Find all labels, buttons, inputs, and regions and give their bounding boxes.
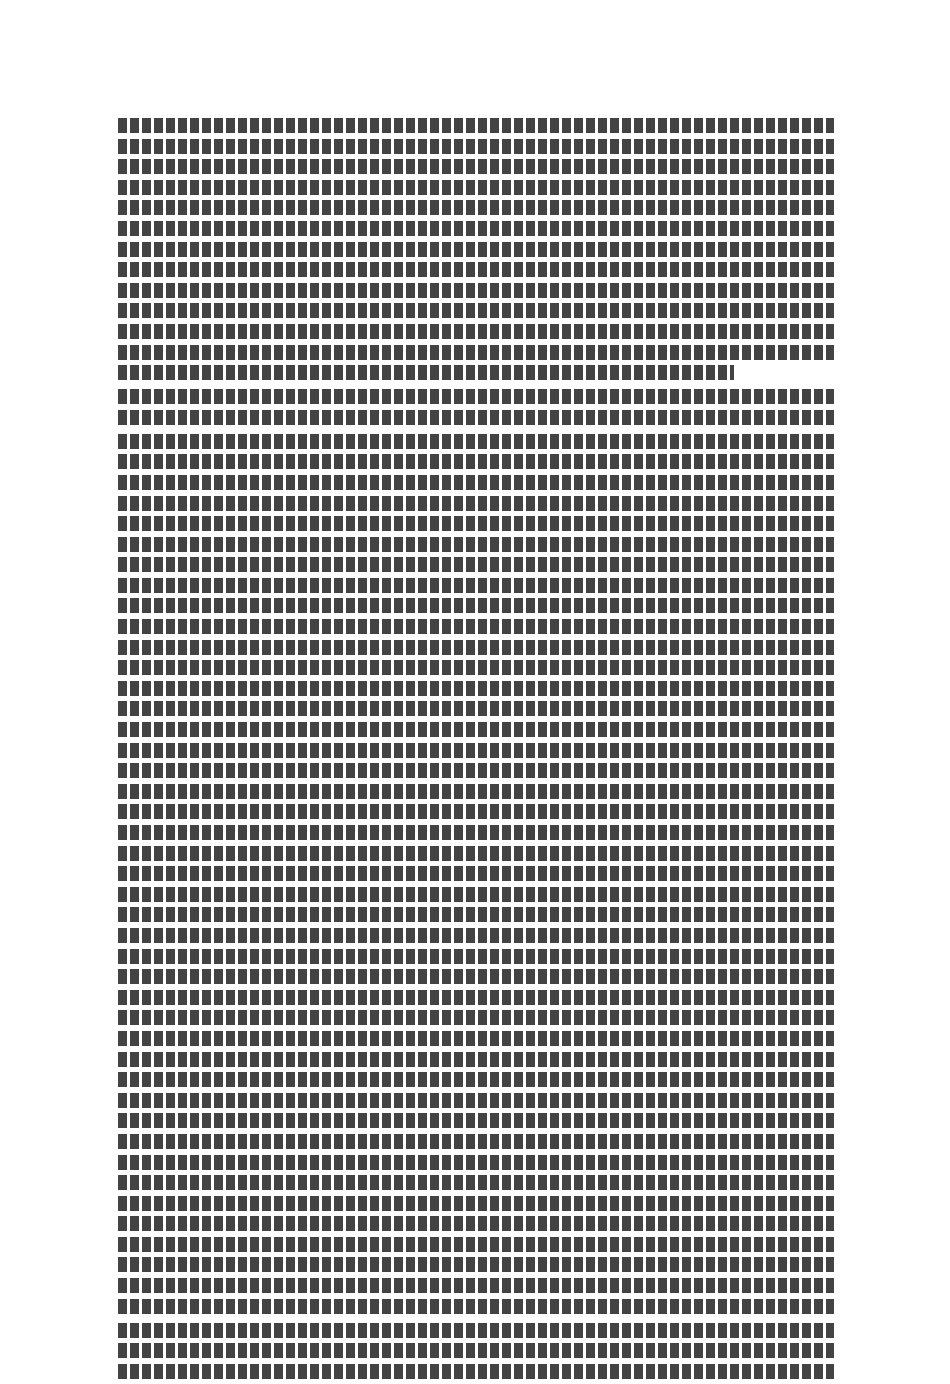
text-line [118, 180, 834, 195]
text-line [118, 990, 834, 1005]
text-line [118, 1196, 834, 1211]
text-line [118, 1031, 834, 1046]
text-line [118, 804, 834, 819]
text-line [118, 969, 834, 984]
text-line [118, 557, 834, 572]
paragraph [118, 389, 834, 425]
text-line [118, 660, 834, 675]
text-line [118, 242, 834, 257]
text-line [118, 578, 834, 593]
text-line [118, 283, 834, 298]
text-line [118, 389, 834, 404]
text-line [118, 1364, 834, 1379]
text-line [118, 928, 834, 943]
text-line [118, 1175, 834, 1190]
text-line [118, 303, 834, 318]
text-line [118, 907, 834, 922]
text-line [118, 139, 834, 154]
text-line [118, 475, 834, 490]
text-line [118, 763, 834, 778]
text-line [118, 365, 734, 380]
text-line [118, 701, 834, 716]
paragraph [118, 1323, 834, 1379]
text-line [118, 1278, 834, 1293]
text-line [118, 784, 834, 799]
text-line [118, 640, 834, 655]
text-line [118, 496, 834, 511]
text-line [118, 1343, 834, 1358]
text-line [118, 1155, 834, 1170]
text-line [118, 200, 834, 215]
text-line [118, 846, 834, 861]
text-line [118, 722, 834, 737]
paragraph [118, 118, 834, 380]
text-line [118, 598, 834, 613]
text-line [118, 866, 834, 881]
text-line [118, 434, 834, 449]
text-line [118, 1052, 834, 1067]
text-line [118, 1093, 834, 1108]
text-line [118, 345, 834, 360]
text-line [118, 949, 834, 964]
text-line [118, 324, 834, 339]
text-line [118, 681, 834, 696]
text-line [118, 221, 834, 236]
text-line [118, 454, 834, 469]
paragraph [118, 434, 834, 1314]
text-line [118, 1072, 834, 1087]
text-line [118, 825, 834, 840]
text-line [118, 516, 834, 531]
text-line [118, 1010, 834, 1025]
text-line [118, 159, 834, 174]
text-line [118, 118, 834, 133]
text-line [118, 887, 834, 902]
text-line [118, 1216, 834, 1231]
text-line [118, 410, 834, 425]
text-line [118, 1323, 834, 1338]
text-line [118, 1237, 834, 1252]
text-line [118, 1134, 834, 1149]
text-line [118, 262, 834, 277]
text-line [118, 1257, 834, 1272]
text-line [118, 537, 834, 552]
text-line [118, 619, 834, 634]
text-line [118, 743, 834, 758]
text-line [118, 1113, 834, 1128]
body-text [118, 118, 834, 1384]
text-line [118, 1299, 834, 1314]
